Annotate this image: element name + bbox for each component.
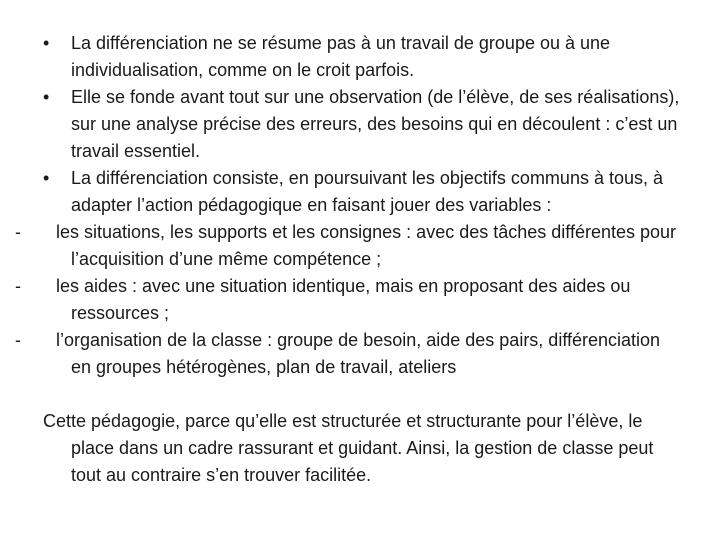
paragraph-gap	[43, 381, 683, 408]
dash-marker: -	[15, 222, 21, 242]
bullet-marker: •	[43, 168, 50, 188]
bullet-item-3	[43, 165, 683, 219]
slide-content	[15, 30, 683, 489]
dash-item-3	[15, 327, 683, 381]
bullet-item-2	[43, 84, 683, 165]
bullet-marker: •	[43, 87, 50, 107]
bullet-text: Elle se fonde avant tout sur une observation (de l’élève, de ses réalisations), sur une analyse précise des erreurs, des besoins qui en découlent : c’est un travail essentiel.	[71, 87, 680, 161]
closing-paragraph: Cette pédagogie, parce qu’elle est structurée et structurante pour l’élève, le place dans un cadre rassurant et guidant. Ainsi, la gestion de classe peut tout au contraire s’en trouver facilitée.	[43, 411, 654, 485]
dash-marker: -	[15, 276, 21, 296]
dash-text: les situations, les supports et les consignes : avec des tâches différentes pour l’acquisition d’une même compétence ;	[56, 222, 677, 269]
dash-item-2	[15, 273, 683, 327]
bullet-text: La différenciation ne se résume pas à un travail de groupe ou à une individualisation, comme on le croit parfois.	[71, 33, 611, 80]
bullet-marker: •	[43, 33, 50, 53]
dash-marker: -	[15, 330, 21, 350]
bullet-item-1	[43, 30, 683, 84]
dash-item-1	[15, 219, 683, 273]
dash-text: les aides : avec une situation identique, mais en proposant des aides ou ressources ;	[56, 276, 631, 323]
bullet-text: La différenciation consiste, en poursuivant les objectifs communs à tous, à adapter l’action pédagogique en faisant jouer des variables :	[71, 168, 663, 215]
dash-text: l’organisation de la classe : groupe de besoin, aide des pairs, différenciation en groupes hétérogènes, plan de travail, ateliers	[56, 330, 661, 377]
